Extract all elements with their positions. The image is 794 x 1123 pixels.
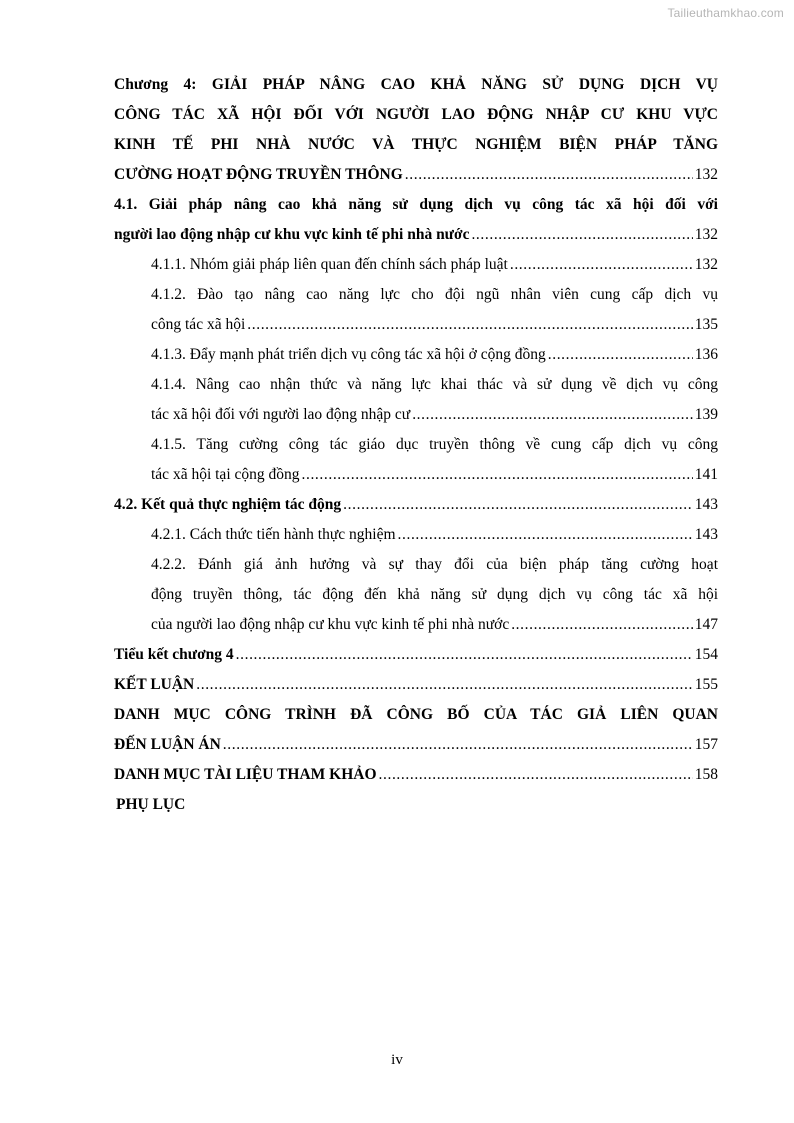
toc-page-number: 157 [694,736,718,753]
toc-entry-text-line: CƯỜNG HOẠT ĐỘNG TRUYỀN THÔNG [114,166,403,183]
toc-page-number: 143 [694,526,718,543]
toc-page-number: 132 [694,226,718,243]
toc-page-number: 155 [694,676,718,693]
toc-entry-references[interactable] [114,760,718,790]
toc-entry-text-line: KINH TẾ PHI NHÀ NƯỚC VÀ THỰC NGHIỆM BIỆN PHÁP TĂNG [114,136,718,153]
toc-entry-text-line: 4.2.2. Đánh giá ảnh hưởng và sự thay đổi của biện pháp tăng cường hoạt [151,556,718,573]
toc-entry-text-line: tác xã hội đối với người lao động nhập cư [151,406,411,423]
toc-entry-text-line: ĐẾN LUẬN ÁN [114,736,221,753]
toc-entry-text-line: 4.1.1. Nhóm giải pháp liên quan đến chính sách pháp luật [151,256,508,273]
toc-entry-appendix[interactable] [114,790,718,820]
dot-leader [398,520,693,550]
toc-entry-4-1-1[interactable] [114,250,718,280]
toc-page-number: 143 [694,496,718,513]
dot-leader [548,340,693,370]
toc-entry-chapter-4[interactable] [114,70,718,190]
toc-entry-text-line: động truyền thông, tác động đến khả năng sử dụng dịch vụ công tác xã hội [151,586,718,603]
toc-entry-text-line: 4.2. Kết quả thực nghiệm tác động [114,496,342,513]
toc-entry-text-line: 4.1. Giải pháp nâng cao khả năng sử dụng dịch vụ công tác xã hội đối với [114,196,718,213]
dot-leader [302,460,693,490]
toc-entry-text-line: 4.1.4. Nâng cao nhận thức và năng lực khai thác và sử dụng về dịch vụ công [151,376,718,393]
dot-leader [379,760,693,790]
toc-page-number: 141 [694,466,718,483]
toc-entry-text-line: KẾT LUẬN [114,676,195,693]
watermark: Tailieuthamkhao.com [667,6,784,20]
toc-entry-4-1[interactable] [114,190,718,250]
table-of-contents [114,70,718,820]
toc-entry-4-2[interactable] [114,490,718,520]
dot-leader [405,160,693,190]
dot-leader [223,730,693,760]
dot-leader [196,670,693,700]
toc-entry-4-1-3[interactable] [114,340,718,370]
toc-entry-text-line: tác xã hội tại cộng đồng [151,466,300,483]
toc-entry-chapter-summary[interactable] [114,640,718,670]
toc-page-number: 154 [694,646,718,663]
toc-entry-text-line: Chương 4: GIẢI PHÁP NÂNG CAO KHẢ NĂNG SỬ DỤNG DỊCH VỤ [114,76,718,93]
dot-leader [247,310,692,340]
toc-entry-publications[interactable] [114,700,718,760]
dot-leader [511,610,693,640]
toc-entry-4-2-1[interactable] [114,520,718,550]
toc-entry-text-line: PHỤ LỤC [116,796,186,813]
dot-leader [343,490,693,520]
toc-entry-text-line: của người lao động nhập cư khu vực kinh tế phi nhà nước [151,616,510,633]
toc-page-number: 132 [694,166,718,183]
toc-entry-text-line: Tiểu kết chương 4 [114,646,234,663]
toc-page-number: 139 [694,406,718,423]
dot-leader [412,400,693,430]
toc-page-number: 158 [694,766,718,783]
toc-page-number: 132 [694,256,718,273]
toc-entry-text-line: 4.1.3. Đẩy mạnh phát triển dịch vụ công tác xã hội ở cộng đồng [151,346,546,363]
toc-entry-text-line: CÔNG TÁC XÃ HỘI ĐỐI VỚI NGƯỜI LAO ĐỘNG NHẬP CƯ KHU VỰC [114,106,718,123]
toc-entry-text-line: 4.2.1. Cách thức tiến hành thực nghiệm [151,526,396,543]
toc-entry-text-line: người lao động nhập cư khu vực kinh tế phi nhà nước [114,226,470,243]
page-number: iv [391,1052,403,1068]
toc-entry-4-1-4[interactable] [114,370,718,430]
toc-page-number: 147 [694,616,718,633]
dot-leader [236,640,693,670]
toc-entry-text-line: công tác xã hội [151,316,246,333]
toc-entry-4-1-5[interactable] [114,430,718,490]
toc-entry-text-line: 4.1.2. Đào tạo nâng cao năng lực cho đội ngũ nhân viên cung cấp dịch vụ [151,286,718,303]
toc-page-number: 136 [694,346,718,363]
toc-page-number: 135 [694,316,718,333]
dot-leader [471,220,692,250]
toc-entry-text-line: DANH MỤC TÀI LIỆU THAM KHẢO [114,766,377,783]
toc-entry-text-line: DANH MỤC CÔNG TRÌNH ĐÃ CÔNG BỐ CỦA TÁC GIẢ LIÊN QUAN [114,706,718,723]
toc-entry-conclusion[interactable] [114,670,718,700]
toc-entry-4-2-2[interactable] [114,550,718,640]
toc-entry-text-line: 4.1.5. Tăng cường công tác giáo dục truyền thông về cung cấp dịch vụ công [151,436,718,453]
toc-entry-4-1-2[interactable] [114,280,718,340]
dot-leader [510,250,693,280]
